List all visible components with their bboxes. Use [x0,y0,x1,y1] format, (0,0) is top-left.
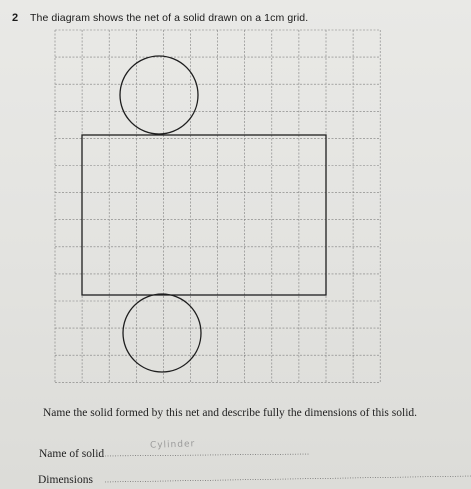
grid-lines [55,30,380,382]
top-circle-face [120,56,198,134]
name-of-solid-answer[interactable]: Cylinder [149,439,196,451]
dimensions-answer-line [105,476,471,482]
bottom-circle-face [123,294,201,372]
question-text: The diagram shows the net of a solid drawn on a 1cm grid. [30,12,309,24]
question-number: 2 [12,12,19,24]
name-answer-line [105,454,310,456]
name-of-solid-label: Name of solid [39,448,105,460]
cylinder-curved-surface-rectangle [82,135,326,295]
dimensions-label: Dimensions [38,474,93,486]
instruction-text: Name the solid formed by this net and describe fully the dimensions of this solid. [43,407,418,419]
